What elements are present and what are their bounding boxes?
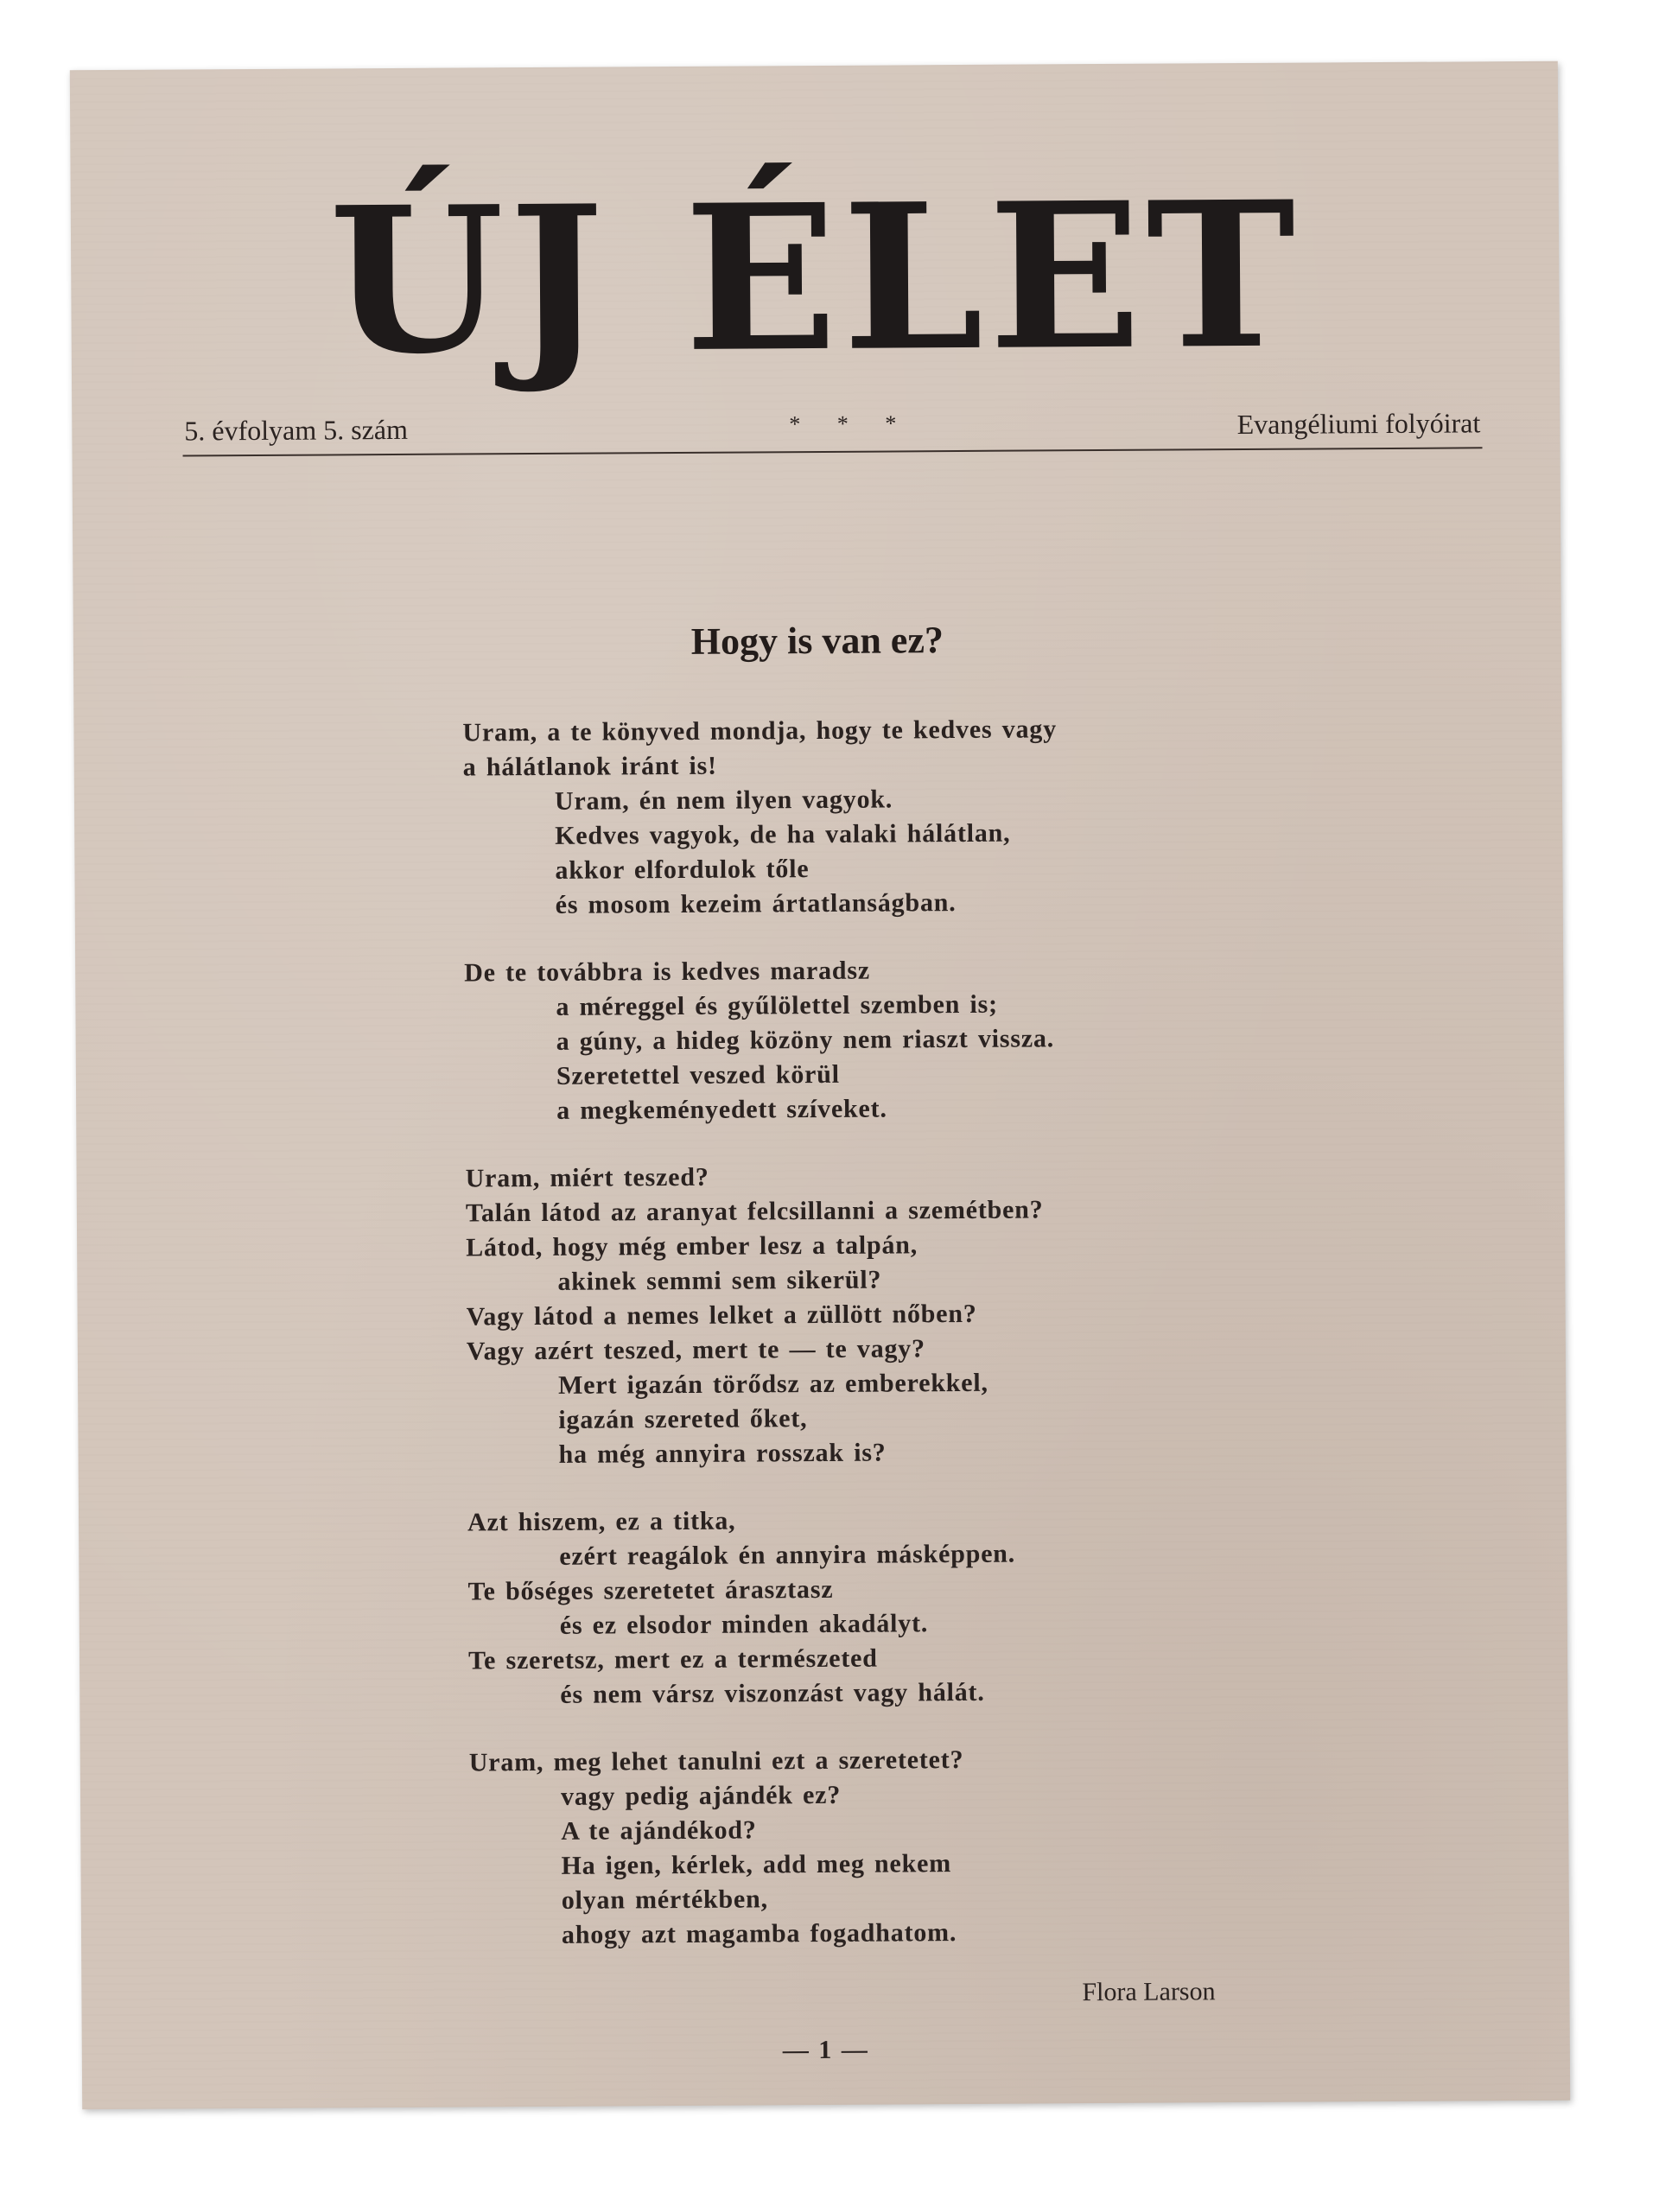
poem-line: a gúny, a hideg közöny nem riaszt vissza. <box>556 1024 1055 1056</box>
publication-subtitle: Evangéliumi folyóirat <box>1236 407 1481 441</box>
poem-body <box>462 710 1334 1986</box>
poem-line: ha még annyira rosszak is? <box>558 1438 887 1469</box>
poem-line: igazán szereted őket, <box>558 1404 808 1434</box>
poem-line: Azt hiszem, ez a titka, <box>467 1506 736 1537</box>
poem-line: A te ajándékod? <box>561 1815 757 1846</box>
poem-line: és mosom kezeim ártatlanságban. <box>555 888 957 919</box>
poem-line: Talán látod az aranyat felcsillanni a szemétben? <box>465 1195 1044 1228</box>
poem-author: Flora Larson <box>1082 1977 1216 2007</box>
poem-line: a megkeményedett szíveket. <box>556 1094 887 1125</box>
poem-line: Vagy azért teszed, mert te — te vagy? <box>466 1334 925 1366</box>
page-number: — 1 — <box>782 2035 869 2065</box>
poem-line: ezért reagálok én annyira másképpen. <box>559 1539 1016 1571</box>
poem-line: Uram, én nem ilyen vagyok. <box>554 785 893 816</box>
poem-line: olyan mértékben, <box>561 1885 768 1915</box>
poem-line: és ez elsodor minden akadályt. <box>559 1609 929 1640</box>
poem-line: Kedves vagyok, de ha valaki hálátlan, <box>555 818 1011 850</box>
poem-title: Hogy is van ez? <box>690 619 944 663</box>
volume-issue: 5. évfolyam 5. szám <box>184 413 409 447</box>
poem-stanza <box>467 1500 1332 1713</box>
poem-line: Uram, miért teszed? <box>465 1162 709 1193</box>
poem-line: a méreggel és gyűlölettel szemben is; <box>556 989 998 1021</box>
poem-line: akinek semmi sem sikerül? <box>557 1265 882 1296</box>
poem-stanza <box>469 1740 1334 1953</box>
poem-line: Te bőséges szeretetet árasztasz <box>467 1574 834 1606</box>
masthead-title: ÚJ ÉLET <box>328 156 1302 399</box>
poem-stanza <box>462 710 1327 923</box>
poem-line: Uram, a te könyved mondja, hogy te kedves vagy <box>462 715 1058 747</box>
poem-stanza <box>466 1156 1332 1472</box>
poem-line: Szeretettel veszed körül <box>556 1059 840 1090</box>
magazine-page <box>70 61 1570 2109</box>
poem-line: ahogy azt magamba fogadhatom. <box>561 1918 957 1949</box>
poem-line: Uram, meg lehet tanulni ezt a szeretetet? <box>468 1745 964 1777</box>
ornament-stars: * * * <box>789 410 912 437</box>
poem-line: De te továbbra is kedves maradsz <box>464 956 871 988</box>
masthead-subline <box>184 407 1480 453</box>
poem-line: Ha igen, kérlek, add meg nekem <box>561 1849 952 1880</box>
poem-line: Te szeretsz, mert ez a természeted <box>467 1643 878 1675</box>
poem-line: Vagy látod a nemes lelket a züllött nőben? <box>466 1299 977 1332</box>
poem-stanza <box>464 950 1329 1128</box>
poem-line: vagy pedig ajándék ez? <box>560 1780 842 1811</box>
poem-line: Látod, hogy még ember lesz a talpán, <box>466 1230 918 1262</box>
poem-line: és nem vársz viszonzást vagy hálát. <box>560 1677 985 1709</box>
poem-line: akkor elfordulok tőle <box>555 855 810 885</box>
poem-line: Mert igazán törődsz az emberekkel, <box>558 1368 988 1400</box>
poem-line: a hálátlanok iránt is! <box>462 751 717 782</box>
